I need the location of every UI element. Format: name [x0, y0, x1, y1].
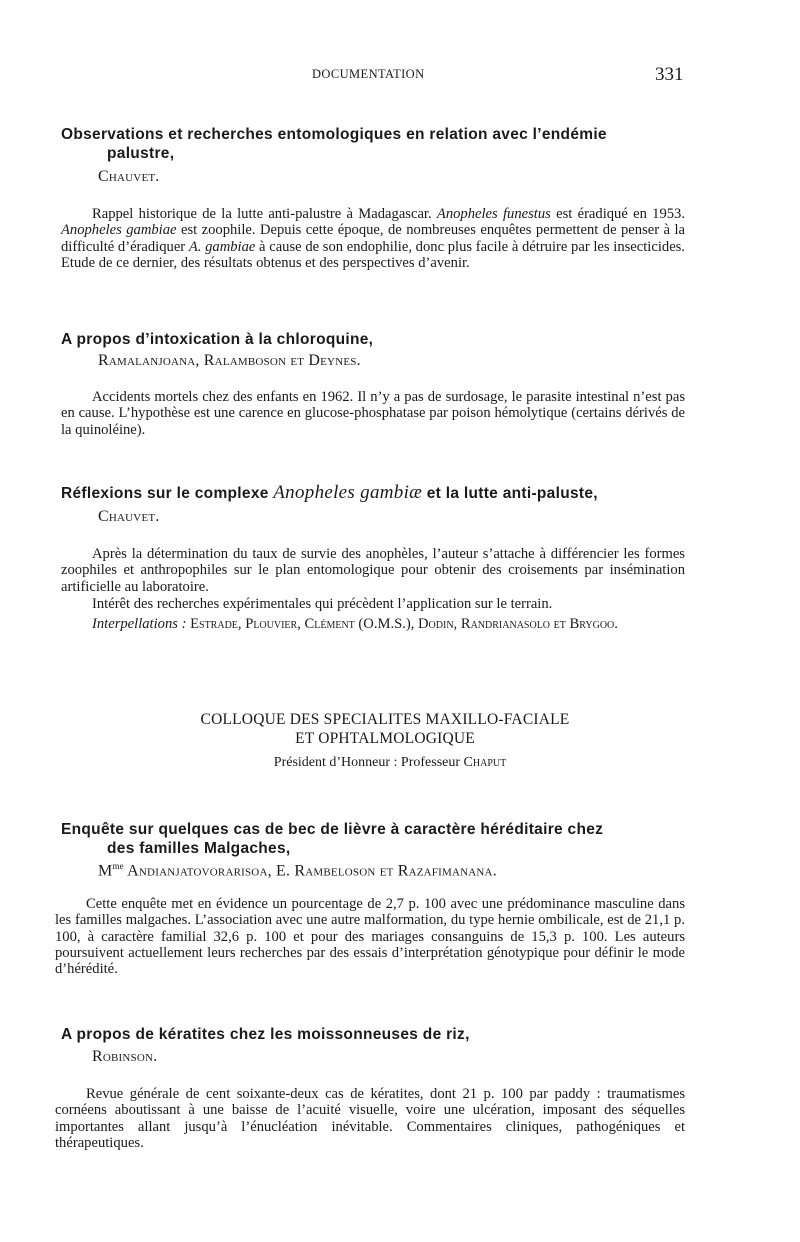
page-number: 331 [655, 64, 684, 85]
interpellations-label: Interpellations : [92, 616, 187, 632]
article-title [61, 330, 701, 349]
article-title-line: palustre, [107, 145, 175, 162]
president-line: Président d’Honneur : Professeur Chaput [273, 755, 507, 770]
article-authors: Chauvet. [98, 508, 160, 525]
article-abstract: Accidents mortels chez des enfants en 1962. Il n’y a pas de surdosage, le parasite intestinal n’est pas en cause. L’hypothèse est une carence en glucose-phosphatase par poison hémolytique (certains dérivés de la quinoléine). [61, 389, 685, 438]
article-title-line: A propos de kératites chez les moissonneuses de riz, [61, 1026, 470, 1043]
article-authors: $M^{me}$ Andianjatovorarisoa, E. Rambeloson et Razafimanana. [98, 861, 497, 880]
article-title [61, 125, 701, 163]
article-title [61, 820, 711, 858]
interpellations: Interpellations : Estrade, Plouvier, Clément (O.M.S.), Dodin, Randrianasolo et Brygoo. [92, 616, 618, 632]
article-authors: Ramalanjoana, Ralamboson et Deynes. [98, 352, 361, 369]
article-abstract: Après la détermination du taux de survie des anophèles, l’auteur s’attache à différencier les formes zoophiles et anthropophiles sur le plan entomologique pour obtenir des croisements par insémination artificielle au laboratoire. [61, 546, 685, 595]
article-abstract: Intérêt des recherches expérimentales qui précèdent l’application sur le terrain. [92, 596, 553, 612]
article-authors: Chauvet. [98, 168, 160, 185]
article-title-line: des familles Malgaches, [107, 840, 291, 857]
section-heading-line: ET OPHTALMOLOGIQUE [295, 730, 475, 747]
article-title-line: A propos d’intoxication à la chloroquine, [61, 331, 374, 348]
article-authors: Robinson. [92, 1048, 158, 1065]
section-heading-line: COLLOQUE DES SPECIALITES MAXILLO-FACIALE [200, 711, 570, 728]
article-title-line: Observations et recherches entomologiques en relation avec l’endémie [61, 126, 607, 143]
article-abstract: Rappel historique de la lutte anti-palustre à Madagascar. Anopheles funestus est éradiqué en 1953. Anopheles gambiae est zoophile. Depuis cette époque, de nombreuses enquêtes permettent de penser à la difficulté d’éradiquer A. gambiae à cause de son endophilie, donc plus facile à détruire par les insecticides. Etude de ce dernier, des résultats obtenus et des perspectives d’avenir. [61, 206, 685, 271]
article-title: Réflexions sur le complexe Anopheles gambiæ et la lutte anti-paluste, [61, 482, 598, 503]
species-name: Anopheles gambiæ [273, 482, 423, 503]
article-abstract: Cette enquête met en évidence un pourcentage de 2,7 p. 100 avec une prédominance masculine dans les familles malgaches. L’association avec une autre malformation, du type hernie ombilicale, est de 21,1 p. 100, à caractère familial 32,6 p. 100 et pour des mariages consanguins de 15,3 p. 100. Les auteurs poursuivent actuellement leurs recherches par des essais d’interprétation génotypique pour définir le mode d’hérédité. [55, 896, 685, 978]
section-heading [100, 710, 670, 748]
article-title [61, 1025, 701, 1044]
running-head-title: DOCUMENTATION [312, 67, 425, 81]
running-head [0, 64, 800, 86]
article-title-line: Enquête sur quelques cas de bec de lièvre à caractère héréditaire chez [61, 821, 604, 838]
article-abstract: Revue générale de cent soixante-deux cas de kératites, dont 21 p. 100 par paddy : traumatismes cornéens aboutissant à une baisse de l’acuité visuelle, voire une ulcération, imposant des séquelles importantes allant jusqu’à l’énucléation inévitable. Commentaires cliniques, pathogéniques et thérapeutiques. [55, 1086, 685, 1151]
